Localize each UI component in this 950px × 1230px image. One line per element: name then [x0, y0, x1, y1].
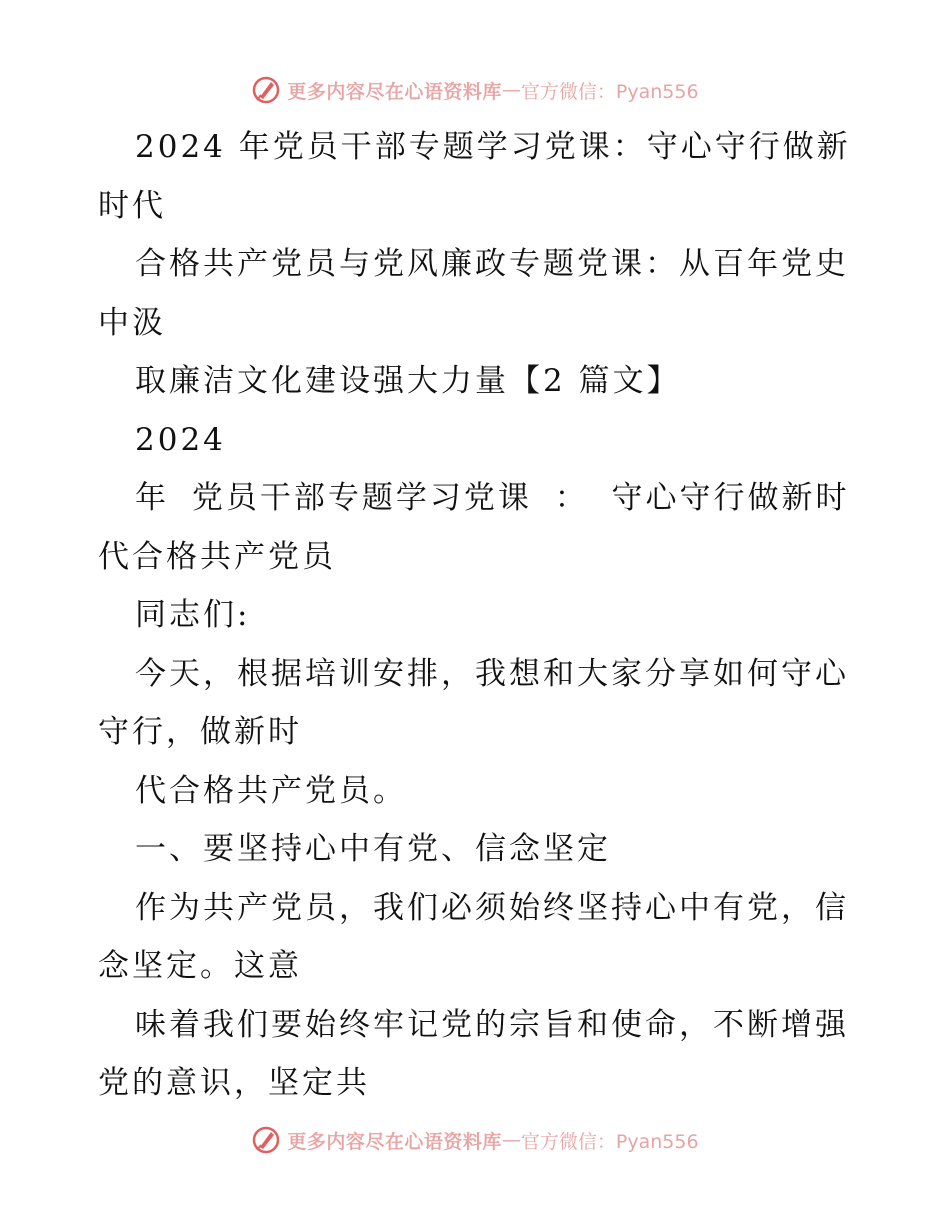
text-line: 时代 [98, 187, 166, 224]
text-line: 中汲 [98, 304, 166, 341]
text-line: 守行，做新时 [98, 714, 302, 750]
text-line: 今天，根据培训安排，我想和大家分享如何守心 [135, 655, 849, 692]
text-line: 2024 [135, 421, 226, 458]
watermark-separator: — [501, 1129, 521, 1151]
watermark-contact: 官方微信：Pyan556 [520, 80, 699, 103]
text-line: 代合格共产党员。 [135, 772, 407, 809]
quill-logo-icon [251, 75, 281, 105]
text-line: 作为共产党员，我们必须始终坚持心中有党，信 [135, 889, 849, 926]
text-line: 党的意识，坚定共 [98, 1065, 370, 1101]
watermark-separator: — [501, 79, 521, 101]
watermark-contact: 官方微信：Pyan556 [520, 1130, 699, 1153]
text-line: 代合格共产党员 [98, 538, 336, 575]
text-line: 合格共产党员与党风廉政专题党课：从百年党史 [135, 246, 849, 282]
document-body [98, 118, 858, 1113]
text-line: 同志们: [135, 597, 251, 633]
section-heading: 一、要坚持心中有党、信念坚定 [135, 831, 611, 867]
watermark-text: 更多内容尽在心语资料库 [287, 80, 502, 103]
watermark-text: 更多内容尽在心语资料库 [287, 1130, 502, 1153]
text-line: 念坚定。这意 [98, 948, 302, 984]
footer-watermark [0, 1120, 950, 1160]
header-watermark [0, 70, 950, 110]
text-line: 年 党员干部专题学习党课 ： 守心守行做新时 [135, 480, 850, 516]
text-line: 味着我们要始终牢记党的宗旨和使命，不断增强 [135, 1006, 849, 1043]
text-line: 2024 年党员干部专题学习党课：守心守行做新 [135, 129, 851, 165]
quill-logo-icon [251, 1125, 281, 1155]
text-line: 取廉洁文化建设强大力量【2 篇文】 [135, 363, 681, 399]
